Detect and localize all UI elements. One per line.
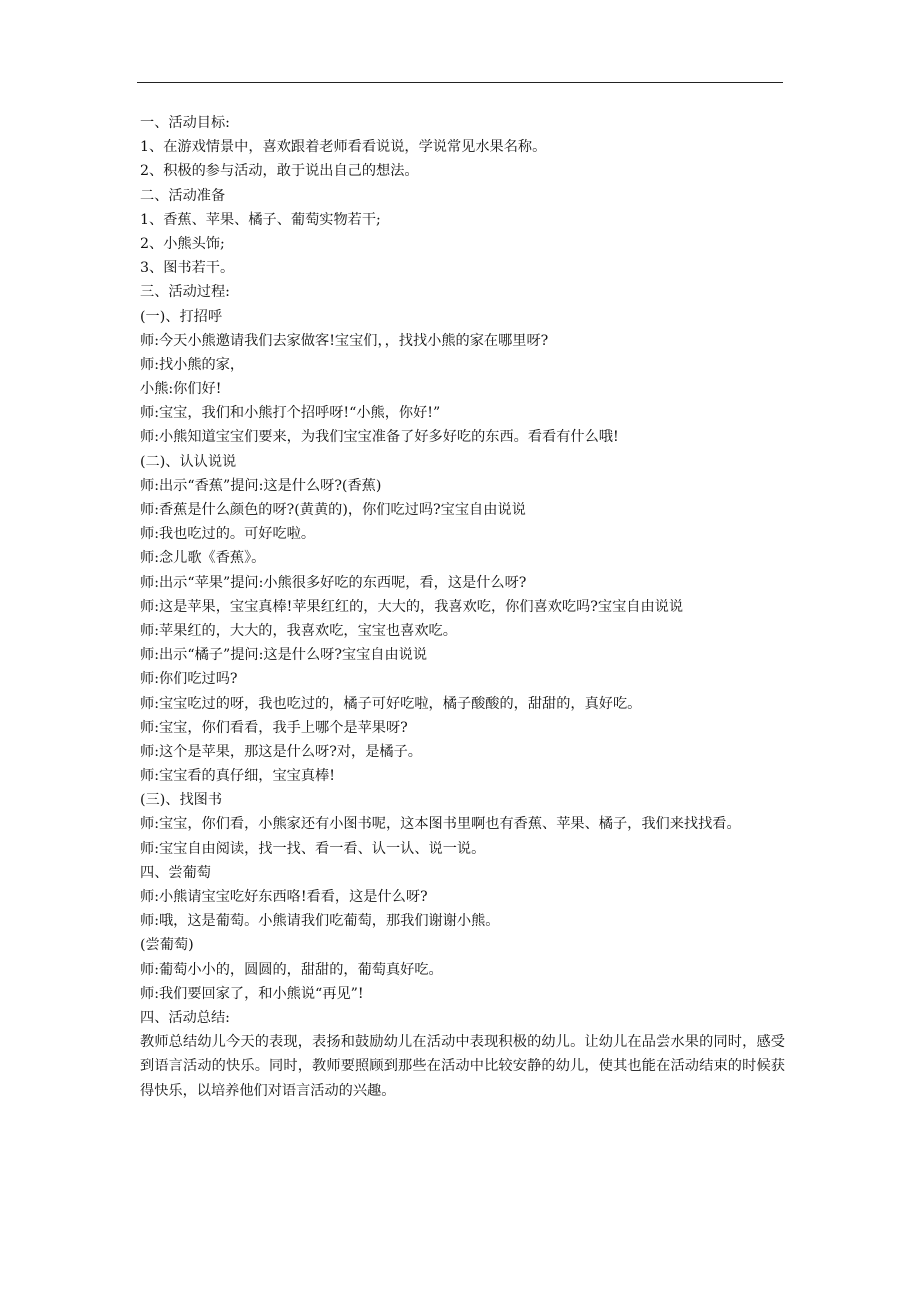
dialogue-line: 师:这个是苹果，那这是什么呀?对，是橘子。 (140, 743, 422, 760)
dialogue-line: 师:这是苹果，宝宝真棒!苹果红红的，大大的，我喜欢吃，你们喜欢吃吗?宝宝自由说说 (140, 598, 684, 615)
dialogue-line: 师:小熊知道宝宝们要来，为我们宝宝准备了好多好吃的东西。看看有什么哦! (140, 429, 619, 446)
dialogue-line: 师:今天小熊邀请我们去家做客!宝宝们，，找找小熊的家在哪里呀? (140, 332, 549, 349)
subheading-greeting: (一)、打招呼 (140, 308, 223, 325)
preparation-item-2: 2、小熊头饰; (140, 235, 225, 252)
dialogue-line: 师:我们要回家了，和小熊说“再见”! (140, 985, 364, 1002)
dialogue-line: 师:出示“香蕉”提问:这是什么呀?(香蕉) (140, 477, 382, 494)
dialogue-line: 师:找小熊的家， (140, 356, 245, 373)
header-rule (137, 82, 783, 83)
section-heading-goals: 一、活动目标: (140, 115, 230, 131)
section-heading-process: 三、活动过程: (140, 284, 230, 301)
goal-item-2: 2、积极的参与活动，敢于说出自己的想法。 (140, 163, 419, 180)
preparation-item-1: 1、香蕉、苹果、橘子、葡萄实物若干; (140, 211, 381, 228)
section-heading-preparation: 二、活动准备 (140, 187, 226, 204)
stage-direction: (尝葡萄) (140, 937, 194, 954)
summary-paragraph: 教师总结幼儿今天的表现，表扬和鼓励幼儿在活动中表现积极的幼儿。让幼儿在品尝水果的同时，感受到语言活动的快乐。同时，教师要照顾到那些在活动中比较安静的幼儿，使其也能在活动结束的时候获得快乐，以培养他们对语言活动的兴趣。 (140, 1034, 785, 1099)
dialogue-line: 师:出示“苹果”提问:小熊很多好吃的东西呢，看，这是什么呀? (140, 574, 527, 591)
dialogue-line: 师:香蕉是什么颜色的呀?(黄黄的)，你们吃过吗?宝宝自由说说 (140, 502, 526, 518)
dialogue-paragraph-find-book: 师:宝宝，你们看，小熊家还有小图书呢，这本图书里啊也有香蕉、苹果、橘子，我们来找找看。 (140, 816, 741, 833)
dialogue-line: 师:宝宝，你们看看，我手上哪个是苹果呀? (140, 719, 408, 736)
goal-item-1: 1、在游戏情景中，喜欢跟着老师看看说说，学说常见水果名称。 (140, 139, 547, 156)
dialogue-line: 师:宝宝看的真仔细，宝宝真棒! (140, 768, 335, 785)
dialogue-line: 师:宝宝吃过的呀，我也吃过的，橘子可好吃啦，橘子酸酸的，甜甜的，真好吃。 (140, 695, 642, 712)
dialogue-line: 师:出示“橘子”提问:这是什么呀?宝宝自由说说 (140, 647, 428, 664)
section-heading-summary: 四、活动总结: (140, 1009, 230, 1026)
dialogue-line: 师:小熊请宝宝吃好东西咯!看看，这是什么呀? (140, 889, 428, 906)
preparation-item-3: 3、图书若干。 (140, 260, 235, 277)
subheading-find-book: (三)、找图书 (140, 792, 223, 809)
subheading-recognize: (二)、认认说说 (140, 453, 237, 470)
document-body (140, 111, 785, 1103)
dialogue-line: 师:苹果红的，大大的，我喜欢吃，宝宝也喜欢吃。 (140, 622, 457, 639)
dialogue-line: 师:宝宝自由阅读，找一找、看一看、认一认、说一说。 (140, 840, 486, 857)
dialogue-line: 师:哦，这是葡萄。小熊请我们吃葡萄，那我们谢谢小熊。 (140, 913, 500, 930)
dialogue-line: 师:葡萄小小的，圆圆的，甜甜的，葡萄真好吃。 (140, 961, 443, 978)
dialogue-line: 小熊:你们好! (140, 381, 222, 398)
section-heading-taste-grapes: 四、尝葡萄 (140, 864, 211, 881)
dialogue-line: 师:我也吃过的。可好吃啦。 (140, 526, 316, 543)
dialogue-line: 师:念儿歌《香蕉》。 (140, 550, 266, 567)
dialogue-line: 师:宝宝，我们和小熊打个招呼呀!“小熊，你好!” (140, 405, 441, 422)
dialogue-line: 师:你们吃过吗? (140, 671, 238, 688)
